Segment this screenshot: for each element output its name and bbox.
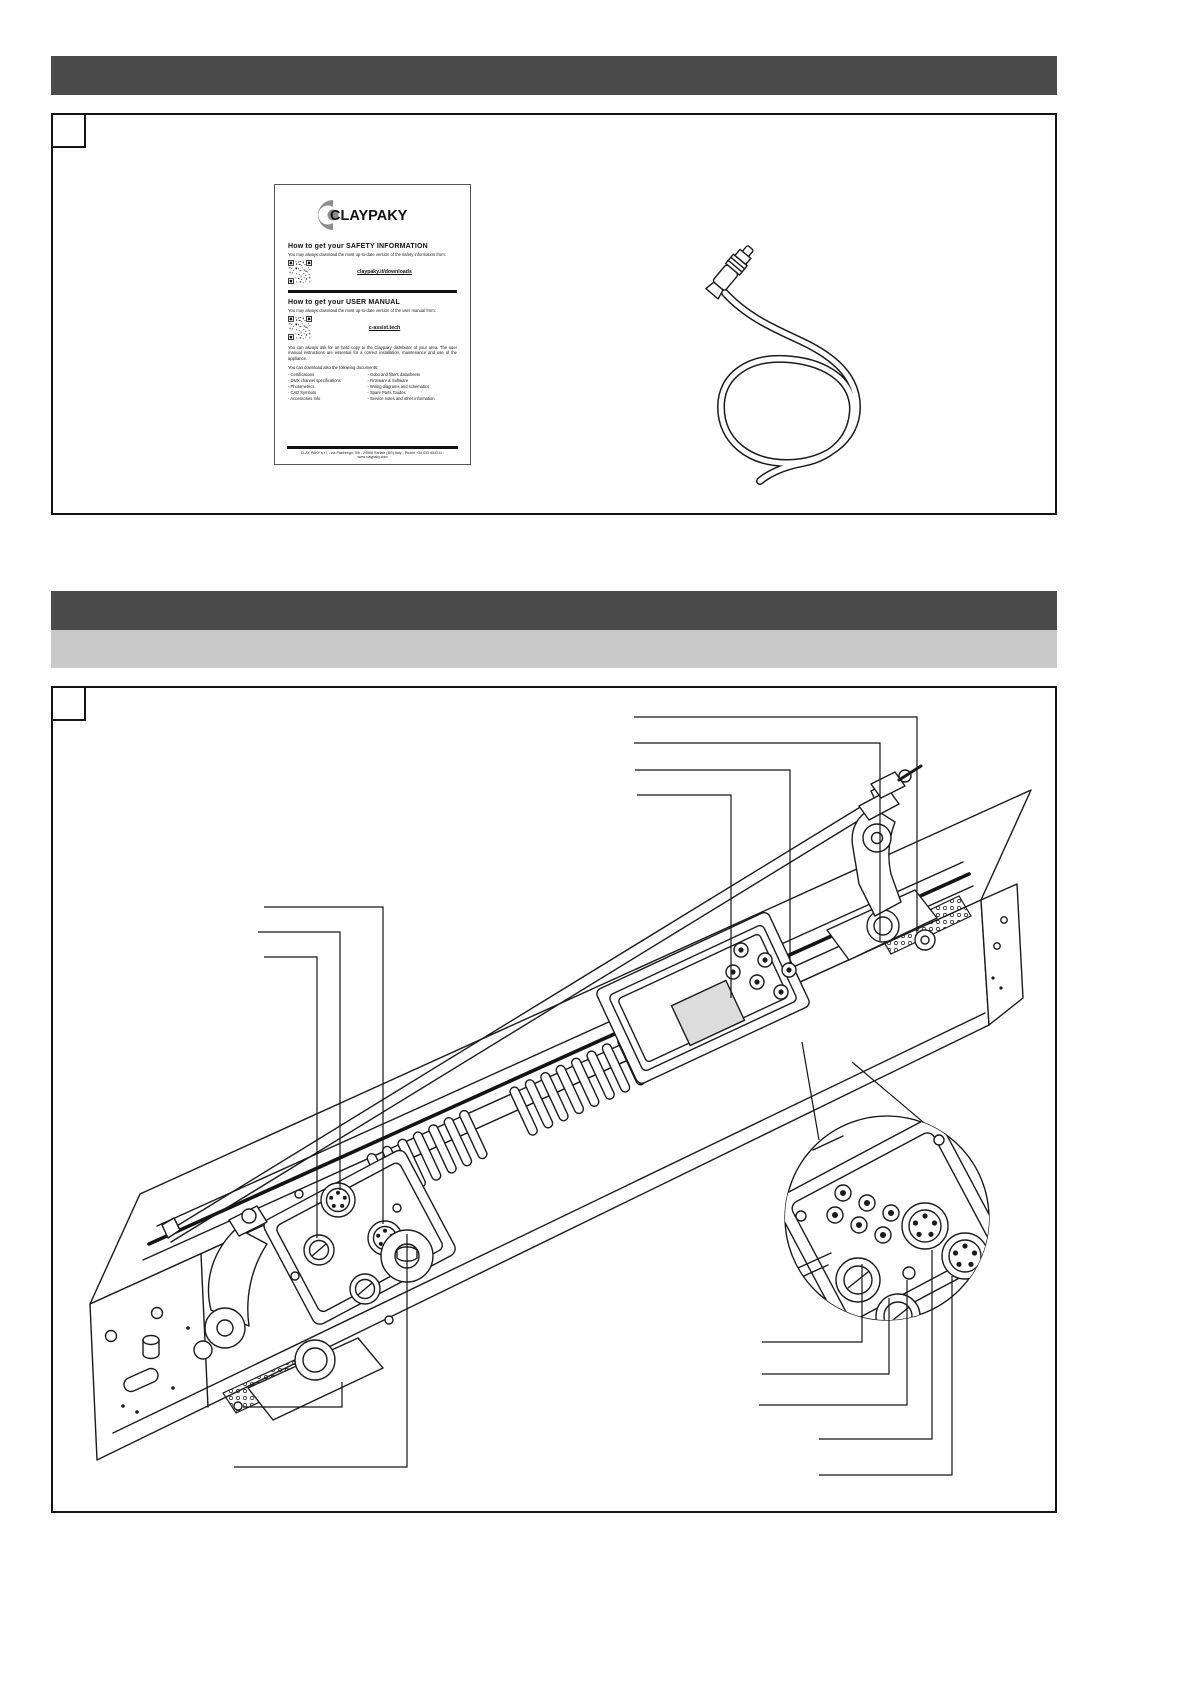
section1-header-bar: [51, 56, 1057, 95]
xlr-connector-out: [321, 1183, 355, 1217]
claypaky-logo: [288, 193, 457, 237]
doc-list-left: [288, 372, 367, 402]
doc-list-item: - Spare Parts Guides: [367, 390, 457, 396]
corner-square: [51, 113, 86, 148]
manual-download-link: c-assist.tech: [368, 325, 401, 331]
doc-list-item: - DMX channel specifications: [288, 378, 367, 384]
detail-powercon-a: [836, 1258, 880, 1302]
detail-xlr-a: [902, 1203, 948, 1249]
cable-connector: [705, 242, 757, 300]
section2-subheader-bar: [51, 630, 1057, 668]
powercon-in: [304, 1235, 334, 1265]
manual-heading: How to get your USER MANUAL: [288, 298, 400, 306]
doc-list-right: [367, 372, 457, 402]
section2-header-bar: [51, 591, 1057, 630]
safety-download-link: claypaky.it/downloads: [357, 269, 412, 276]
qr-code-manual: [288, 316, 312, 340]
doc-list-item: - Wiring diagrams and schematics: [367, 384, 457, 390]
manual-body: You may always download the most up-to-date version of the user manual from:: [288, 307, 436, 313]
power-cable-drawing: [663, 235, 893, 485]
doc-list-item: - Gobo and filters datasheets: [367, 372, 457, 378]
detail-xlr-b: [942, 1233, 988, 1279]
doc-list-item: - Accessories Info: [288, 396, 367, 402]
logo-wordmark: CLAYPAKY: [329, 208, 407, 224]
packaging-contents-box: [51, 113, 1057, 515]
safety-body: You may always download the most up-to-date version of the safety information from:: [288, 252, 446, 257]
claypaky-logo-graphic: [313, 197, 433, 233]
fixture-drawing: [53, 688, 1055, 1511]
doc-list-item: - Service notes and other information: [367, 396, 457, 402]
doc-list-item: - Certifications: [288, 372, 367, 378]
detail-powercon-b: [876, 1294, 920, 1338]
downloads-intro: You can download also the following documents:: [288, 365, 379, 371]
powercon-out: [350, 1274, 380, 1304]
doc-list-item: - Photometrics: [288, 384, 367, 390]
detail-circle: [773, 1114, 1009, 1338]
doc-list-item: - CAD Symbols: [288, 390, 367, 396]
leaflet-divider: [288, 290, 457, 293]
fixture-diagram-box: [51, 686, 1057, 1513]
hardcopy-paragraph: You can always ask for an hard copy to the Claypaky distributor of your area. The user manual instructions are essential for a correct installation, maintenance and use of the appliance.: [288, 345, 457, 361]
leaflet-footer: CLAY PAKY s.r.l. - via Pastrengo, 3/b - 24068 Seriate (BG) Italy - Phone +39 035 654311 - www.claypaky.com: [287, 446, 458, 459]
safety-leaflet: [274, 184, 471, 465]
doc-list-item: - Firmware & Software: [367, 378, 457, 384]
qr-code-safety: [288, 260, 312, 284]
safety-heading: How to get your SAFETY INFORMATION: [288, 243, 428, 250]
cable-coil-outline: [721, 293, 857, 481]
